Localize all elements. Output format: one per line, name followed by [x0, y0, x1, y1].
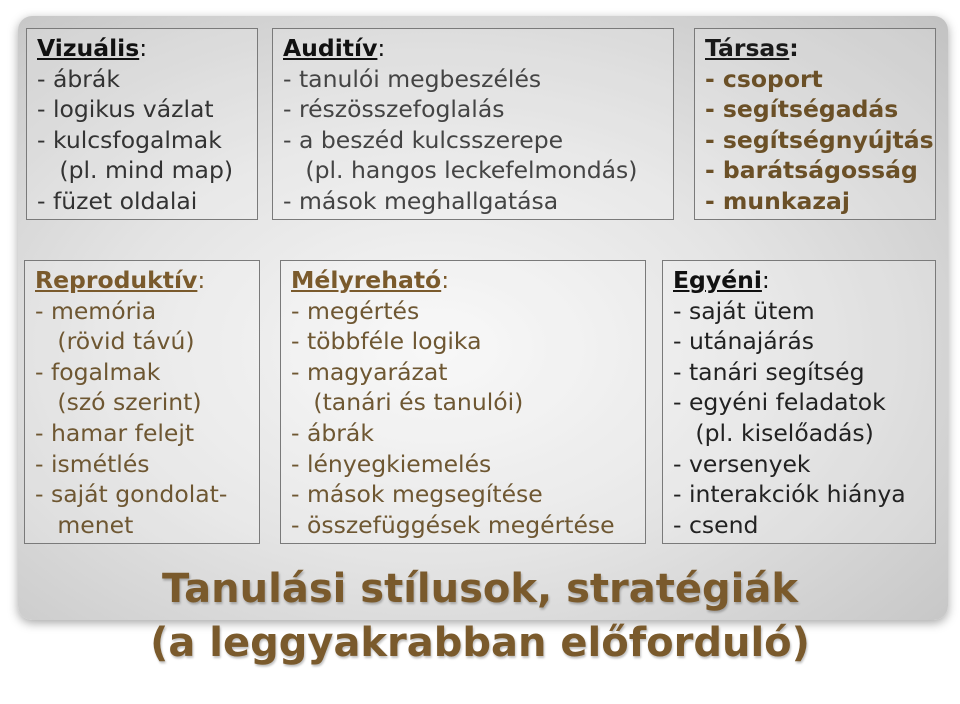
heading-colon: :	[441, 266, 450, 294]
heading-colon: :	[139, 34, 148, 62]
list-item: - versenyek	[673, 449, 811, 478]
list-item: - fogalmak	[35, 357, 161, 386]
box-heading: Auditív	[283, 34, 378, 62]
box-egyeni	[662, 260, 936, 544]
heading-colon: :	[789, 34, 799, 62]
box-tarsas	[694, 28, 936, 220]
box-reproduktiv	[24, 260, 260, 544]
list-item: - részösszefoglalás	[283, 95, 505, 124]
slide-title-line2: (a leggyakrabban előforduló)	[150, 620, 810, 666]
list-item: menet	[35, 510, 134, 539]
list-item: - memória	[35, 296, 157, 325]
list-item: - ábrák	[291, 418, 374, 447]
list-item: - ismétlés	[35, 449, 150, 478]
box-heading: Mélyreható	[291, 266, 442, 294]
heading-colon: :	[377, 34, 386, 62]
list-item: - többféle logika	[291, 327, 482, 356]
list-item: - segítségnyújtás	[705, 125, 934, 154]
list-item: - lényegkiemelés	[291, 449, 492, 478]
list-item: - munkazaj	[705, 186, 850, 215]
box-heading: Társas	[705, 34, 790, 62]
list-item: - ábrák	[37, 64, 120, 93]
list-item: - csend	[673, 510, 759, 539]
list-item: - mások megsegítése	[291, 480, 543, 509]
list-item: (szó szerint)	[35, 388, 202, 417]
box-heading-line	[673, 265, 927, 296]
list-item: - füzet oldalai	[37, 186, 198, 215]
box-heading-line	[35, 265, 251, 296]
list-item: - összefüggések megértése	[291, 510, 615, 539]
list-item: - utánajárás	[673, 327, 814, 356]
list-item: - csoport	[705, 64, 823, 93]
list-item: - logikus vázlat	[37, 95, 214, 124]
box-heading-line	[705, 33, 927, 64]
list-item: - interakciók hiánya	[673, 480, 906, 509]
slide-title-line1: Tanulási stílusok, stratégiák	[162, 566, 798, 612]
box-vizualis	[26, 28, 258, 220]
heading-colon: :	[197, 266, 206, 294]
list-item: (pl. mind map)	[37, 156, 234, 185]
list-item: - saját gondolat-	[35, 480, 228, 509]
list-item: - kulcsfogalmak	[37, 125, 222, 154]
list-item: - tanulói megbeszélés	[283, 64, 542, 93]
list-item: - a beszéd kulcsszerepe	[283, 125, 564, 154]
list-item: (pl. hangos leckefelmondás)	[283, 156, 638, 185]
list-item: (pl. kiselőadás)	[673, 418, 874, 447]
list-item: - mások meghallgatása	[283, 186, 559, 215]
box-heading: Egyéni	[673, 266, 762, 294]
list-item: - segítségadás	[705, 95, 899, 124]
list-item: - magyarázat	[291, 357, 448, 386]
list-item: - saját ütem	[673, 296, 815, 325]
list-item: (tanári és tanulói)	[291, 388, 524, 417]
box-heading-line	[283, 33, 665, 64]
box-heading-line	[37, 33, 249, 64]
box-heading: Reproduktív	[35, 266, 198, 294]
list-item: - egyéni feladatok	[673, 388, 886, 417]
heading-colon: :	[761, 266, 770, 294]
list-item: - megértés	[291, 296, 420, 325]
box-auditiv	[272, 28, 674, 220]
list-item: - tanári segítség	[673, 357, 865, 386]
list-item: (rövid távú)	[35, 327, 195, 356]
list-item: - barátságosság	[705, 156, 918, 185]
list-item: - hamar felejt	[35, 418, 195, 447]
box-heading: Vizuális	[37, 34, 140, 62]
box-heading-line	[291, 265, 637, 296]
box-melyreható	[280, 260, 646, 544]
